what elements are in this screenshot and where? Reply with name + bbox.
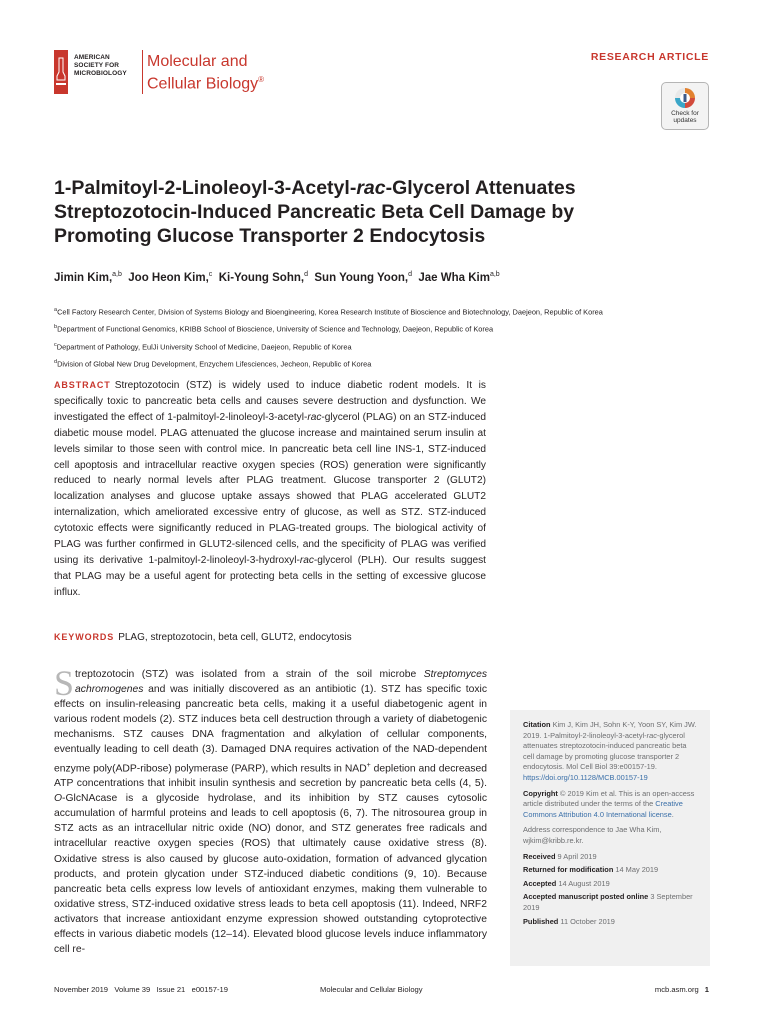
affiliation-item — [54, 338, 603, 355]
date-item — [523, 865, 697, 876]
affiliation-text: Cell Factory Research Center, Division of Systems Biology and Bioengineering, Korea Research Institute of Bioscience and Biotechnology, Daejeon, Republic of Korea — [57, 307, 603, 317]
affiliation-mark: d — [54, 358, 58, 365]
author-name[interactable]: Joo Heon Kim, — [128, 271, 209, 284]
author-affil-mark: c — [208, 271, 213, 278]
date-label: Accepted manuscript posted online — [523, 892, 649, 902]
body-text: depletion and decreased ATP concentrations that inhibit insulin synthesis and secretion by pancreatic beta cells (4, 5). — [54, 763, 488, 790]
date-label: Received — [523, 851, 556, 861]
citation-sidebar — [510, 710, 710, 966]
author-affil-mark: a,b — [112, 271, 122, 278]
affiliation-item — [54, 355, 603, 372]
issue-info: November 2019 Volume 39 Issue 21 e00157-19 — [54, 985, 228, 994]
doi-link[interactable]: https://doi.org/10.1128/MCB.00157-19 — [523, 772, 648, 782]
affiliation-text: Department of Pathology, EulJi University School of Medicine, Daejeon, Republic of Korea — [56, 342, 352, 351]
correspondence: Address correspondence to Jae Wha Kim, wjkim@kribb.re.kr. — [523, 825, 662, 845]
check-updates-icon — [674, 87, 696, 109]
date-label: Accepted — [523, 878, 557, 888]
date-item — [523, 852, 697, 863]
check-badge-line: Check for — [671, 110, 699, 117]
article-title — [54, 176, 694, 248]
affiliation-item — [54, 303, 603, 320]
logo-divider — [142, 50, 143, 94]
date-item — [523, 879, 697, 890]
copyright-end: . — [671, 809, 674, 819]
publisher-name — [74, 54, 127, 79]
affiliation-text: Department of Functional Genomics, KRIBB School of Bioscience, University of Science and Technology, Daejeon, Republic of Korea — [57, 324, 494, 334]
affiliation-text: Division of Global New Drug Development, Enzychem Lifesciences, Jecheon, Republic of Korea — [57, 359, 372, 369]
check-for-updates-badge[interactable] — [661, 82, 709, 130]
author-affil-mark: d — [408, 271, 412, 278]
affiliation-mark: c — [54, 341, 57, 348]
author-list — [54, 271, 500, 284]
author-name[interactable]: Ki-Young Sohn, — [218, 271, 305, 284]
date-value: 3 September 2019 — [523, 892, 693, 912]
abstract-label: ABSTRACT — [54, 380, 111, 390]
author-name[interactable]: Jimin Kim, — [54, 271, 113, 284]
body-text: and was initially discovered as an antibiotic (1). STZ has specific toxic effects on insulin-releasing pancreatic beta cells, making it a useful diabetogenic agent in various rodent models (2). STZ induces beta cell destruction through a variety of diabetogenic mechanisms. STZ causes DNA fragmentation and alkylation of cellular components, eventually leading to cell death (3). Damaged DNA requires activation of the NAD-dependent enzyme poly(ADP-ribose) polymerase (PARP), which results in NAD — [54, 684, 487, 774]
keywords-label: KEYWORDS — [54, 632, 115, 642]
drop-cap: S — [54, 663, 75, 703]
abstract-text: -glycerol (PLAG) on an STZ-induced diabetic mouse model. PLAG attenuated the glucose increase and maintained serum insulin at levels similar to those seen with control mice. In pancreatic beta cell line INS-1, STZ-induced cell apoptosis and intracellular reactive oxygen species (ROS) generation were significantly reduced to nearly normal levels after PLAG treatment. Glucose transporter 2 (GLUT2) localization analyses and glucose uptake assays showed that PLAG accelerated GLUT2 internalization, which ameliorated excessive entry of glucose, as well as STZ. STZ-induced cytotoxic effects were significantly reduced in PLAG-treated groups. The biological activity of PLAG was further confirmed in GLUT2-silenced cells, and the specificity of PLAG was verified using its derivative 1-palmitoyl-2-linoleoyl-3-hydroxyl- — [54, 411, 486, 566]
abstract-text: -glycerol (PLH). Our results suggest that PLAG may be a useful agent for protecting beta cells in the setting of excessive glucose influx. — [54, 554, 486, 598]
citation-block — [523, 720, 697, 784]
title-italic: rac — [356, 177, 386, 199]
copyright-text: © 2019 Kim et al. This is an open-access article distributed under the terms of the — [523, 788, 695, 809]
citation-text: Kim J, Kim JH, Sohn K-Y, Yoon SY, Kim JW. 2019. 1-Palmitoyl-2-linoleoyl-3-acetyl- — [523, 720, 697, 740]
date-label: Returned for modification — [523, 865, 614, 875]
affiliation-mark: a — [54, 307, 58, 313]
title-text: -Glycerol Attenuates — [385, 177, 576, 199]
footer-journal-name: Molecular and Cellular Biology — [320, 985, 423, 994]
registered-mark: ® — [258, 75, 265, 84]
body-superscript: + — [366, 761, 371, 769]
copyright-label: Copyright — [523, 788, 558, 798]
publisher-line: AMERICAN — [74, 54, 110, 61]
affiliation-item — [54, 320, 603, 337]
title-line: Promoting Glucose Transporter 2 Endocytosis — [54, 225, 486, 247]
abstract — [54, 378, 486, 601]
license-link[interactable]: Creative Commons Attribution 4.0 International license — [523, 799, 683, 819]
author-name[interactable]: Jae Wha Kim — [418, 271, 490, 284]
publisher-line: SOCIETY FOR — [74, 62, 120, 70]
date-label: Published — [523, 916, 559, 926]
title-text: 1-Palmitoyl-2-Linoleoyl-3-Acetyl- — [54, 177, 357, 199]
copyright-block — [523, 789, 697, 821]
abstract-italic: rac — [299, 554, 314, 566]
journal-title[interactable] — [147, 53, 264, 93]
citation-italic: rac — [646, 730, 657, 740]
article-dates — [523, 852, 697, 928]
affiliation-mark: b — [54, 324, 58, 331]
abstract-italic: rac — [307, 411, 322, 423]
keywords — [54, 632, 494, 643]
date-item — [523, 917, 697, 928]
citation-label: Citation — [523, 720, 551, 729]
author-affil-mark: d — [304, 271, 308, 278]
asm-logo — [54, 50, 142, 94]
affiliations — [54, 303, 603, 372]
date-value: 11 October 2019 — [560, 916, 615, 926]
date-value: 9 April 2019 — [557, 851, 597, 861]
body-text: treptozotocin (STZ) was isolated from a strain of the soil microbe — [75, 669, 424, 680]
page-number: 1 — [704, 985, 709, 994]
author-name[interactable]: Sun Young Yoon, — [314, 271, 409, 284]
body-italic: O — [54, 793, 63, 805]
journal-url-link[interactable]: mcb.asm.org — [654, 985, 699, 994]
abstract-text: Streptozotocin (STZ) is widely used to induce diabetic rodent models. It is specifically toxic to pancreatic beta cells and causes severe destruction and dysfunction. We investigated the effect of 1-palmitoyl-2-linoleoyl-3-acetyl- — [54, 380, 486, 423]
footer-right — [655, 985, 709, 994]
journal-title-line: Cellular Biology — [147, 75, 259, 93]
body-italic: Streptomyces achromogenes — [75, 669, 487, 696]
date-value: 14 August 2019 — [558, 878, 610, 888]
citation-text: -glycerol attenuates streptozotocin-induced pancreatic beta cell damage by promoting glucose transporter 2 endocytosis. Mol Cell Biol 39:e00157-19. — [523, 730, 687, 772]
date-item — [523, 892, 697, 913]
keywords-text: PLAG, streptozotocin, beta cell, GLUT2, endocytosis — [118, 632, 352, 643]
body-text: -GlcNAcase is a glycoside hydrolase, and its inhibition by STZ causes cytosolic accumulation of harmful proteins and leads to cell apoptosis (6, 7). The nitrosourea group in STZ acts as an intracellular nitric oxide (NO) donor, and STZ generates free radicals and intracellular reactive oxygen species (ROS) that ultimately cause oxidative stress (8). Oxidative stress is also caused by glucose auto-oxidation, formation of advanced glycation products, and protein glycation under STZ-induced diabetic conditions (9, 10). Because pancreatic beta cells express low levels of antioxidant enzymes, making them vulnerable to oxidative stress, STZ-induced oxidative stress leads to beta cell apoptosis (11). Indeed, NRF2 activators that increase antioxidant enzyme expression showed outstanding cytoprotective effects in various diabetic models (12–14). Elevated blood glucose levels induce inflammatory cell re- — [54, 793, 487, 956]
body-paragraph — [54, 663, 488, 957]
check-badge-line: updates — [673, 117, 697, 124]
microscope-icon — [54, 50, 68, 94]
journal-title-line: Molecular and — [147, 53, 248, 70]
title-line: Streptozotocin-Induced Pancreatic Beta Cell Damage by — [54, 201, 575, 223]
article-type-label: RESEARCH ARTICLE — [590, 51, 709, 63]
publisher-line: MICROBIOLOGY — [74, 70, 127, 78]
date-value: 14 May 2019 — [615, 865, 659, 875]
author-affil-mark: a,b — [489, 271, 500, 278]
